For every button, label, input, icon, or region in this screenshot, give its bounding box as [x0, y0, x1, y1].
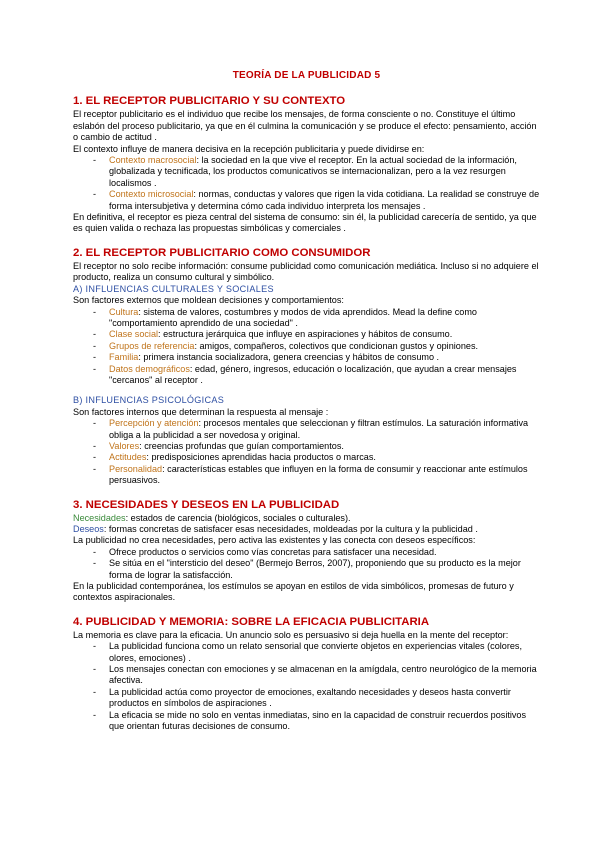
list-item: [93, 441, 540, 452]
list-item: [93, 364, 540, 387]
needs-definition: [73, 513, 540, 524]
section-1-paragraph-1: El receptor publicitario es el individuo que recibe los mensajes, de forma consciente o no. Constituye el último eslabón del proceso publicitario, ya que en él culmina la comunicación y se produce el efecto: pensamiento, acción o cambio de actitud .: [73, 109, 537, 143]
psychological-influences-list: [73, 418, 540, 486]
list-item: - Ofrece productos o servicios como vías concretas para satisfacer una necesidad.: [93, 547, 540, 558]
section-1-paragraph-3: En definitiva, el receptor es pieza central del sistema de consumo: sin él, la publicidad carecería de sentido, ya que es quien valida o rechaza las propuestas simbólicas y comerciales .: [73, 212, 537, 234]
term-text: : procesos mentales que seleccionan y filtran estímulos. La saturación informativa obliga a la publicidad a ser novedosa y original.: [109, 418, 529, 440]
section-4-paragraph-1: La memoria es clave para la eficacia. Un anuncio solo es persuasivo si deja huella en la mente del receptor:: [73, 629, 509, 640]
section-4-heading: 4. PUBLICIDAD Y MEMORIA: SOBRE LA EFICACIA PUBLICITARIA: [73, 615, 430, 628]
list-item: - La publicidad funciona como un relato sensorial que convierte objetos en experiencias vitales (colores, olores, emociones) .: [93, 641, 540, 664]
context-list: [73, 155, 540, 212]
section-2-paragraph-1: El receptor no solo recibe información: consume publicidad como comunicación mediática. Incluso si no adquiere el producto, realiza un consumo cultural y simbólico.: [73, 260, 539, 283]
cultural-influences-list: [73, 307, 540, 387]
term-text: : amigos, compañeros, colectivos que condicionan gustos y opiniones.: [194, 340, 479, 351]
subheading-b-intro: Son factores internos que determinan la respuesta al mensaje :: [73, 406, 329, 417]
list-item: [93, 341, 540, 352]
list-item: [93, 452, 540, 463]
term-label: Percepción y atención: [109, 418, 199, 429]
list-item: - La eficacia se mide no solo en ventas inmediatas, sino en la capacidad de construir recuerdos positivos que orientan futuras decisiones de consumo.: [93, 710, 540, 733]
list-item: - Se sitúa en el "intersticio del deseo" (Bermejo Berros, 2007), proponiendo que su producto es la mejor forma de lograr la satisfacción.: [93, 558, 540, 581]
term-label: Necesidades: [73, 512, 126, 523]
term-text: : estados de carencia (biológicos, sociales o culturales).: [125, 512, 351, 523]
section-1-heading: 1. EL RECEPTOR PUBLICITARIO Y SU CONTEXTO: [73, 95, 346, 108]
section-1-paragraph-2: El contexto influye de manera decisiva en la recepción publicitaria y puede dividirse en:: [73, 143, 425, 154]
section-2: [73, 247, 540, 487]
subheading-a-intro: Son factores externos que moldean decisiones y comportamientos:: [73, 295, 344, 306]
subheading-b: B) INFLUENCIAS PSICOLÓGICAS: [73, 395, 225, 406]
term-label: Contexto microsocial: [109, 189, 194, 200]
term-label: Deseos: [73, 524, 104, 534]
term-label: Familia: [109, 352, 139, 363]
section-4: [73, 616, 540, 733]
term-text: : primera instancia socializadora, genera creencias y hábitos de consumo .: [138, 352, 440, 363]
section-2-heading: 2. EL RECEPTOR PUBLICITARIO COMO CONSUMIDOR: [73, 246, 371, 259]
list-item: [93, 464, 540, 487]
term-label: Actitudes: [109, 452, 147, 463]
section-3-paragraph-1: La publicidad no crea necesidades, pero activa las existentes y las conecta con deseos específicos:: [73, 535, 476, 546]
term-label: Clase social: [109, 329, 159, 340]
term-text: : normas, conductas y valores que rigen la vida cotidiana. La realidad se construye de forma intersubjetiva y determina cómo cada individuo interpreta los mensajes .: [109, 189, 540, 211]
term-text: : formas concretas de satisfacer esas necesidades, moldeadas por la cultura y la publicidad .: [103, 524, 478, 534]
term-label: Personalidad: [109, 463, 163, 474]
list-item: [93, 189, 540, 212]
term-text: : creencias profundas que guían comportamientos.: [139, 440, 344, 451]
subheading-a: A) INFLUENCIAS CULTURALES Y SOCIALES: [73, 283, 274, 294]
term-label: Grupos de referencia: [109, 340, 195, 351]
section-1: [73, 95, 540, 234]
term-label: Contexto macrosocial: [109, 155, 197, 166]
list-item: [93, 155, 540, 189]
list-item: - Los mensajes conectan con emociones y se almacenan en la amígdala, centro neurológico de la memoria afectiva.: [93, 664, 540, 687]
term-label: Cultura: [109, 306, 139, 317]
term-label: Datos demográficos: [109, 363, 190, 374]
section-3-paragraph-2: En la publicidad contemporánea, los estímulos se apoyan en estilos de vida simbólicos, promesas de futuro y contextos aspiracionales.: [73, 581, 514, 603]
desires-definition: [73, 524, 540, 535]
publicity-actions-list: [73, 547, 540, 581]
list-item: [93, 352, 540, 363]
memory-list: [73, 641, 540, 732]
term-text: : características estables que influyen en la forma de consumir y reaccionar ante estímulos persuasivos.: [109, 463, 528, 486]
list-item: - La publicidad actúa como proyector de emociones, exaltando necesidades y deseos hasta convertir productos en símbolos de aspiraciones .: [93, 687, 540, 710]
term-text: : sistema de valores, costumbres y modos de vida aprendidos. Mead la define como "comportamiento aprendido de una sociedad" .: [109, 306, 477, 328]
list-item: [93, 418, 540, 441]
term-text: : edad, género, ingresos, educación o localización, que ayudan a crear mensajes "cercanos" al receptor .: [109, 363, 517, 385]
list-item: [93, 307, 540, 330]
section-3-heading: 3. NECESIDADES Y DESEOS EN LA PUBLICIDAD: [73, 498, 340, 511]
term-text: : predisposiciones aprendidas hacia productos o marcas.: [146, 452, 376, 463]
document-title: TEORÍA DE LA PUBLICIDAD 5: [232, 70, 381, 81]
term-text: : estructura jerárquica que influye en aspiraciones y hábitos de consumo.: [158, 329, 453, 340]
list-item: [93, 329, 540, 340]
term-text: : la sociedad en la que vive el receptor. En la actual sociedad de la información, globalizada y tecnificada, los productos comunicativos se internacionalizan, pero a la vez resurgen localismos .: [109, 155, 517, 188]
term-label: Valores: [109, 440, 140, 451]
section-3: [73, 499, 540, 604]
